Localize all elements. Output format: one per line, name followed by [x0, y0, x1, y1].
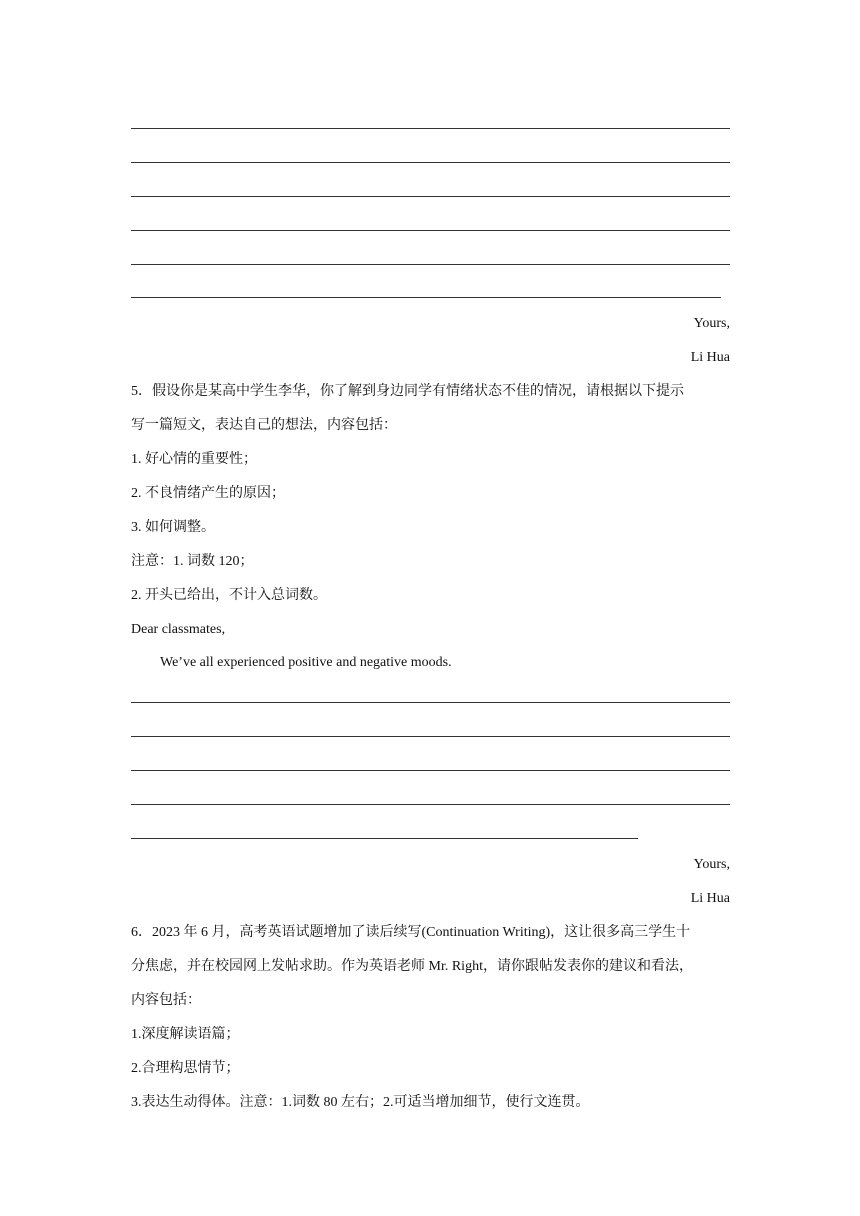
letter-signature: Li Hua — [690, 891, 730, 906]
question-6-point-1: 1.深度解读语篇； — [131, 1027, 240, 1042]
question-5-point-2: 2. 不良情绪产生的原因； — [131, 486, 285, 501]
question-6-prompt-cont-2: 内容包括： — [131, 993, 201, 1008]
letter-closing: Yours, — [693, 857, 730, 872]
question-6-prompt-cont: 分焦虑，并在校园网上发帖求助。作为英语老师 Mr. Right，请你跟帖发表你的建议和看法， — [131, 959, 693, 974]
question-5-note: 注意：1. 词数 120； — [131, 554, 254, 569]
letter-closing: Yours, — [693, 316, 730, 331]
answer-line — [131, 162, 730, 163]
letter-opening-sentence: We’ve all experienced positive and negative moods. — [160, 655, 452, 670]
question-6-prompt: 6．2023 年 6 月，高考英语试题增加了读后续写(Continuation Writing)，这让很多高三学生十 — [131, 925, 691, 940]
answer-line — [131, 196, 730, 197]
question-5-prompt-cont: 写一篇短文，表达自己的想法，内容包括： — [131, 418, 397, 433]
letter-signature: Li Hua — [690, 350, 730, 365]
question-6-point-2: 2.合理构思情节； — [131, 1061, 240, 1076]
answer-line — [131, 230, 730, 231]
answer-line — [131, 804, 730, 805]
letter-salutation: Dear classmates, — [131, 622, 226, 637]
answer-line — [131, 128, 730, 129]
answer-line — [131, 702, 730, 703]
question-5-note-2: 2. 开头已给出，不计入总词数。 — [131, 588, 327, 603]
answer-line — [131, 770, 730, 771]
question-5-prompt: 5．假设你是某高中学生李华，你了解到身边同学有情绪状态不佳的情况，请根据以下提示 — [131, 384, 684, 399]
question-5-point-1: 1. 好心情的重要性； — [131, 452, 257, 467]
answer-line — [131, 838, 638, 839]
answer-line — [131, 264, 730, 265]
question-6-point-3: 3.表达生动得体。注意：1.词数 80 左右；2.可适当增加细节，使行文连贯。 — [131, 1095, 590, 1110]
question-5-point-3: 3. 如何调整。 — [131, 520, 215, 535]
answer-line — [131, 736, 730, 737]
answer-line — [131, 297, 721, 298]
